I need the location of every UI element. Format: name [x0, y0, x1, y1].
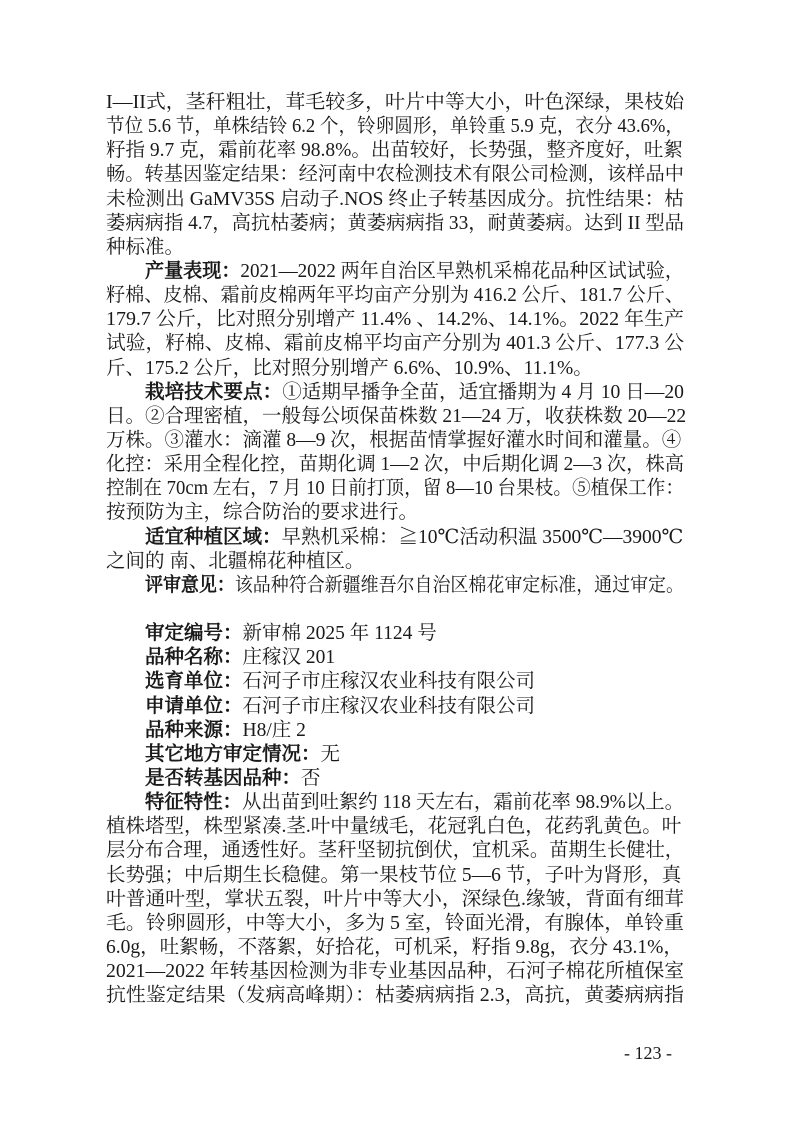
- text-line: [106, 984, 684, 1008]
- text-line: [106, 332, 684, 356]
- text-run: 抗性鉴定结果（发病高峰期）：枯萎病病指 2.3，高抗，黄萎病病指: [106, 985, 684, 1007]
- line-content: [106, 115, 684, 139]
- text-run: 庄稼汉 201: [242, 647, 336, 669]
- text-run: ①适期早播争全苗，适宜播期为 4 月 10 日—20: [282, 381, 684, 403]
- line-content: [145, 646, 335, 670]
- line-content: [106, 477, 684, 501]
- text-line: [106, 115, 684, 139]
- text-run: 否: [301, 767, 321, 789]
- line-content: [106, 501, 418, 525]
- text-run: 该品种符合新疆维吾尔自治区棉花审定标准，通过审定。: [234, 574, 684, 596]
- field-label: 选育单位：: [145, 671, 243, 693]
- text-line: [106, 550, 684, 574]
- line-content: [145, 622, 437, 646]
- text-line: [106, 260, 684, 284]
- field-label: 审定编号：: [145, 623, 243, 645]
- line-content: [106, 984, 684, 1008]
- text-run: 长势强；中后期生长稳健。第一果枝节位 5—6 节，子叶为肾形，真: [106, 864, 682, 886]
- text-line: [106, 936, 684, 960]
- line-content: [106, 550, 364, 574]
- text-line: [106, 670, 684, 694]
- text-run: 种标准。: [106, 236, 185, 258]
- line-content: [145, 260, 684, 284]
- text-line: [106, 743, 684, 767]
- field-label: 品种名称：: [145, 647, 243, 669]
- line-content: [106, 163, 684, 187]
- text-line: [106, 429, 684, 453]
- line-content: [145, 526, 683, 550]
- text-line: [106, 405, 687, 429]
- field-label: 产量表现：: [145, 260, 241, 282]
- text-run: 籽棉、皮棉、霜前皮棉两年平均亩产分别为 416.2 公斤、181.7 公斤、: [106, 285, 684, 307]
- line-content: [106, 912, 684, 936]
- text-run: 之间的 南、北疆棉花种植区。: [106, 550, 365, 572]
- blank-line: [106, 598, 684, 622]
- text-line: [106, 357, 684, 381]
- text-run: 从出苗到吐絮约 118 天左右，霜前花率 98.9%以上。: [241, 792, 685, 814]
- text-line: [106, 912, 684, 936]
- text-line: [106, 139, 684, 163]
- text-line: [106, 163, 684, 187]
- field-label: 栽培技术要点：: [145, 381, 283, 403]
- text-run: 试验，籽棉、皮棉、霜前皮棉平均亩产分别为 401.3 公斤、177.3 公: [106, 333, 684, 355]
- field-label: 其它地方审定情况：: [145, 743, 321, 765]
- text-line: [106, 188, 684, 212]
- text-run: 控制在 70cm 左右，7 月 10 日前打顶，留 8—10 台果枝。⑤植保工作：: [106, 478, 684, 500]
- line-content: [145, 381, 684, 405]
- text-line: [106, 864, 684, 888]
- text-run: 籽指 9.7 克，霜前花率 98.8%。出苗较好，长势强，整齐度好，吐絮: [106, 140, 683, 162]
- text-line: [106, 501, 684, 525]
- field-label: 评审意见：: [145, 574, 235, 596]
- text-run: 179.7 公斤，比对照分别增产 11.4% 、14.2%、14.1%。2022 年生产: [106, 309, 684, 331]
- line-content: [106, 936, 683, 960]
- line-content: [145, 743, 340, 767]
- text-line: [106, 622, 684, 646]
- text-line: [106, 719, 684, 743]
- line-content: [106, 357, 593, 381]
- line-content: [145, 670, 535, 694]
- text-run: 斤、175.2 公斤，比对照分别增产 6.6%、10.9%、11.1%。: [106, 357, 593, 379]
- text-line: [106, 381, 684, 405]
- text-run: 化控：采用全程化控，苗期化调 1—2 次，中后期化调 2—3 次，株高: [106, 454, 684, 476]
- text-line: [106, 888, 684, 912]
- text-line: [106, 453, 684, 477]
- text-run: 毛。铃卵圆形，中等大小，多为 5 室，铃面光滑，有腺体，单铃重: [106, 912, 684, 934]
- line-content: [106, 815, 681, 839]
- text-run: 萎病病指 4.7，高抗枯萎病；黄萎病病指 33，耐黄萎病。达到 II 型品: [106, 212, 684, 234]
- text-line: [106, 284, 684, 308]
- text-run: 节位 5.6 节，单株结铃 6.2 个，铃卵圆形，单铃重 5.9 克，衣分 43.6%，: [106, 116, 684, 138]
- text-run: I—II式，茎秆粗壮，茸毛较多，叶片中等大小，叶色深绿，果枝始: [106, 92, 684, 113]
- text-run: 2021—2022 两年自治区早熟机采棉花品种区试试验，: [240, 260, 684, 282]
- field-label: 申请单位：: [145, 695, 243, 717]
- line-content: [106, 332, 684, 356]
- text-line: [106, 574, 684, 598]
- line-content: [106, 453, 684, 477]
- text-line: [106, 526, 684, 550]
- text-line: [106, 695, 684, 719]
- line-content: [106, 139, 683, 163]
- text-run: 早熟机采棉：≧10℃活动积温 3500℃—3900℃: [281, 526, 684, 548]
- page-number: - 123 -: [624, 1043, 672, 1063]
- line-content: [106, 864, 681, 888]
- text-block: [106, 91, 687, 1008]
- field-label: 品种来源：: [145, 719, 243, 741]
- text-run: 石河子市庄稼汉农业科技有限公司: [242, 695, 536, 717]
- line-content: [106, 839, 684, 863]
- text-line: [106, 815, 684, 839]
- line-content: [106, 429, 681, 453]
- line-content: [145, 695, 535, 719]
- field-label: 是否转基因品种：: [145, 767, 302, 789]
- text-run: 按预防为主，综合防治的要求进行。: [106, 502, 419, 524]
- text-line: [106, 646, 684, 670]
- line-content: [106, 960, 684, 984]
- text-run: 新审棉 2025 年 1124 号: [242, 623, 437, 645]
- text-run: 石河子市庄稼汉农业科技有限公司: [242, 671, 536, 693]
- text-run: 万株。③灌水：滴灌 8—9 次，根据苗情掌握好灌水时间和灌量。④: [106, 429, 682, 451]
- text-run: 畅。转基因鉴定结果：经河南中农检测技术有限公司检测，该样品中: [106, 164, 684, 186]
- text-line: [106, 477, 684, 501]
- line-content: [145, 767, 321, 791]
- text-line: [106, 212, 684, 236]
- line-content: [106, 308, 684, 332]
- text-line: [106, 236, 684, 260]
- line-content: [145, 719, 306, 743]
- text-line: [106, 791, 684, 815]
- text-run: 层分布合理，通透性好。茎秆坚韧抗倒伏，宜机采。苗期生长健壮，: [106, 840, 684, 862]
- line-content: [106, 284, 684, 308]
- text-run: 无: [320, 743, 341, 765]
- line-content: [106, 236, 184, 260]
- text-line: [106, 308, 684, 332]
- line-content: [106, 888, 684, 912]
- text-run: H8/庄 2: [242, 719, 306, 741]
- text-run: 日。②合理密植，一般每公顷保苗株数 21—24 万，收获株数 20—22: [106, 405, 687, 427]
- text-line: [106, 767, 684, 791]
- text-run: 未检测出 GaMV35S 启动子.NOS 终止子转基因成分。抗性结果：枯: [106, 188, 684, 210]
- text-line: [106, 91, 684, 115]
- line-content: [145, 791, 684, 815]
- text-line: [106, 839, 684, 863]
- field-label: 特征特性：: [145, 792, 242, 814]
- field-label: 适宜种植区域：: [145, 526, 282, 548]
- line-content: [106, 91, 684, 115]
- text-line: [106, 960, 684, 984]
- text-run: 2021—2022 年转基因检测为非专业基因品种，石河子棉花所植保室: [106, 961, 684, 983]
- line-content: [106, 188, 684, 212]
- text-run: 6.0g，吐絮畅，不落絮，好拾花，可机采，籽指 9.8g，衣分 43.1%，: [106, 936, 683, 958]
- line-content: [106, 212, 684, 236]
- text-run: 植株塔型，株型紧凑.茎.叶中量绒毛，花冠乳白色，花药乳黄色。叶: [106, 816, 682, 838]
- line-content: [106, 405, 686, 429]
- text-run: 叶普通叶型，掌状五裂，叶片中等大小，深绿色.缘皱，背面有细茸: [106, 888, 684, 910]
- line-content: [145, 574, 684, 598]
